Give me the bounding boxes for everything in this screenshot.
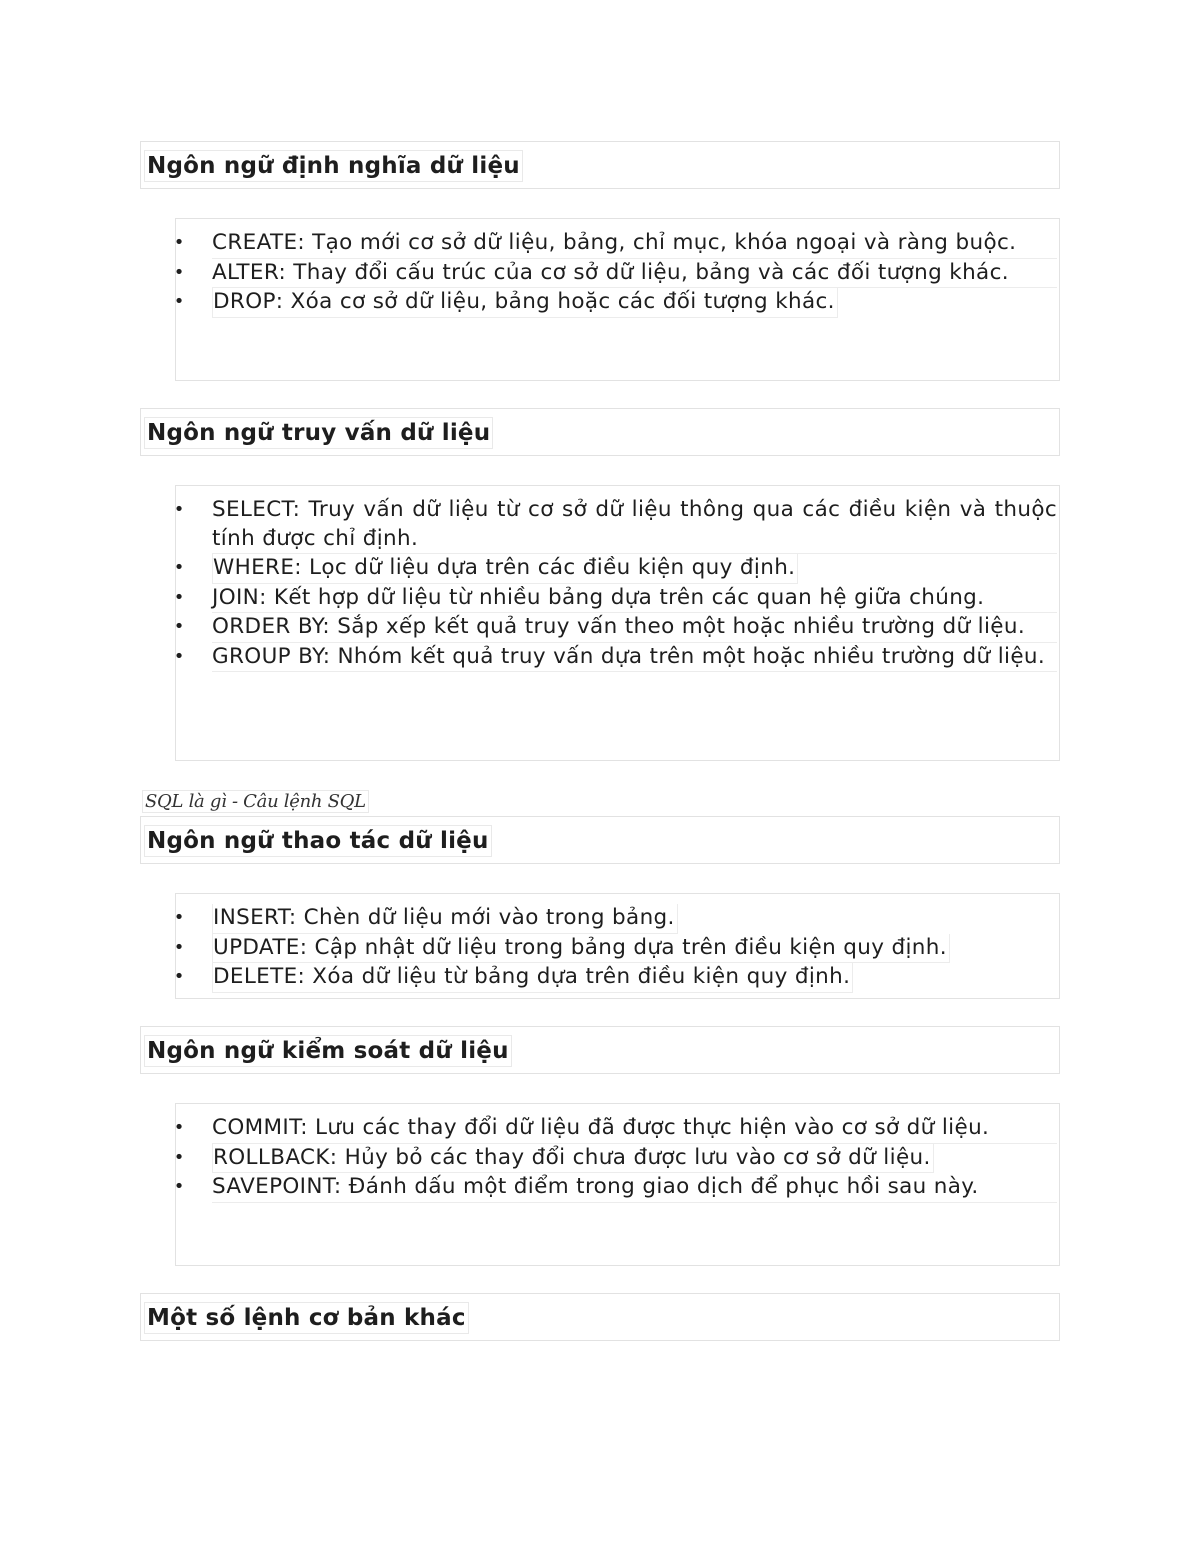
section-heading: Ngôn ngữ thao tác dữ liệu (144, 825, 492, 857)
bullet-icon: • (173, 499, 185, 520)
list-item (173, 584, 1059, 614)
list-item (173, 904, 1059, 934)
list-item (173, 1144, 1059, 1174)
section-heading-box (140, 1026, 1060, 1074)
section-heading-box (140, 408, 1060, 456)
bullet-icon: • (173, 645, 185, 667)
bullet-list-box (175, 893, 1060, 999)
section-heading-box (140, 141, 1060, 189)
bullet-icon: • (173, 232, 185, 253)
list-item-text: INSERT: Chèn dữ liệu mới vào trong bảng. (212, 904, 678, 934)
section-heading: Ngôn ngữ định nghĩa dữ liệu (144, 150, 523, 182)
section-heading: Một số lệnh cơ bản khác (144, 1302, 469, 1334)
list-item (173, 1114, 1059, 1144)
list-item (173, 259, 1059, 289)
bullet-icon: • (173, 291, 185, 312)
image-caption: SQL là gì - Câu lệnh SQL (142, 790, 369, 813)
bullet-icon: • (173, 1117, 185, 1138)
bullet-list-box (175, 485, 1060, 761)
bullet-icon: • (173, 936, 185, 958)
list-item-text: SAVEPOINT: Đánh dấu một điểm trong giao dịch để phục hồi sau này. (212, 1173, 1057, 1203)
list-item-text: DROP: Xóa cơ sở dữ liệu, bảng hoặc các đối tượng khác. (212, 288, 838, 318)
bullet-icon: • (173, 586, 185, 608)
list-item (173, 288, 1059, 318)
list-item-text: ALTER: Thay đổi cấu trúc của cơ sở dữ liệu, bảng và các đối tượng khác. (212, 259, 1057, 289)
list-item (173, 934, 1059, 964)
list-item (173, 229, 1059, 259)
bullet-icon: • (173, 1146, 185, 1168)
section-heading: Ngôn ngữ kiểm soát dữ liệu (144, 1035, 512, 1067)
section-heading: Ngôn ngữ truy vấn dữ liệu (144, 417, 493, 449)
list-item-text: DELETE: Xóa dữ liệu từ bảng dựa trên điều kiện quy định. (212, 963, 853, 993)
list-item (173, 613, 1059, 643)
list-item-text: UPDATE: Cập nhật dữ liệu trong bảng dựa trên điều kiện quy định. (212, 934, 950, 964)
bullet-list (173, 1114, 1059, 1203)
bullet-icon: • (173, 1176, 185, 1197)
bullet-icon: • (173, 261, 185, 283)
bullet-icon: • (173, 907, 185, 928)
list-item-text: ORDER BY: Sắp xếp kết quả truy vấn theo một hoặc nhiều trường dữ liệu. (212, 613, 1057, 643)
list-item (173, 1173, 1059, 1203)
bullet-icon: • (173, 616, 185, 637)
list-item-text: GROUP BY: Nhóm kết quả truy vấn dựa trên một hoặc nhiều trường dữ liệu. (212, 643, 1057, 673)
list-item-text: ROLLBACK: Hủy bỏ các thay đổi chưa được lưu vào cơ sở dữ liệu. (212, 1144, 934, 1174)
list-item (173, 963, 1059, 993)
bullet-icon: • (173, 557, 185, 578)
list-item (173, 496, 1059, 554)
list-item (173, 554, 1059, 584)
bullet-list-box (175, 218, 1060, 381)
bullet-list-box (175, 1103, 1060, 1266)
bullet-icon: • (173, 966, 185, 987)
list-item-text: WHERE: Lọc dữ liệu dựa trên các điều kiện quy định. (212, 554, 798, 584)
section-heading-box (140, 816, 1060, 864)
list-item-text: CREATE: Tạo mới cơ sở dữ liệu, bảng, chỉ mục, khóa ngoại và ràng buộc. (212, 229, 1057, 259)
bullet-list (173, 496, 1059, 672)
bullet-list (173, 229, 1059, 318)
list-item-text: JOIN: Kết hợp dữ liệu từ nhiều bảng dựa trên các quan hệ giữa chúng. (212, 584, 1057, 614)
list-item-text: SELECT: Truy vấn dữ liệu từ cơ sở dữ liệu thông qua các điều kiện và thuộc tính được chỉ định. (212, 496, 1057, 554)
bullet-list (173, 904, 1059, 993)
section-heading-box (140, 1293, 1060, 1341)
list-item-text: COMMIT: Lưu các thay đổi dữ liệu đã được thực hiện vào cơ sở dữ liệu. (212, 1114, 1057, 1144)
list-item (173, 643, 1059, 673)
